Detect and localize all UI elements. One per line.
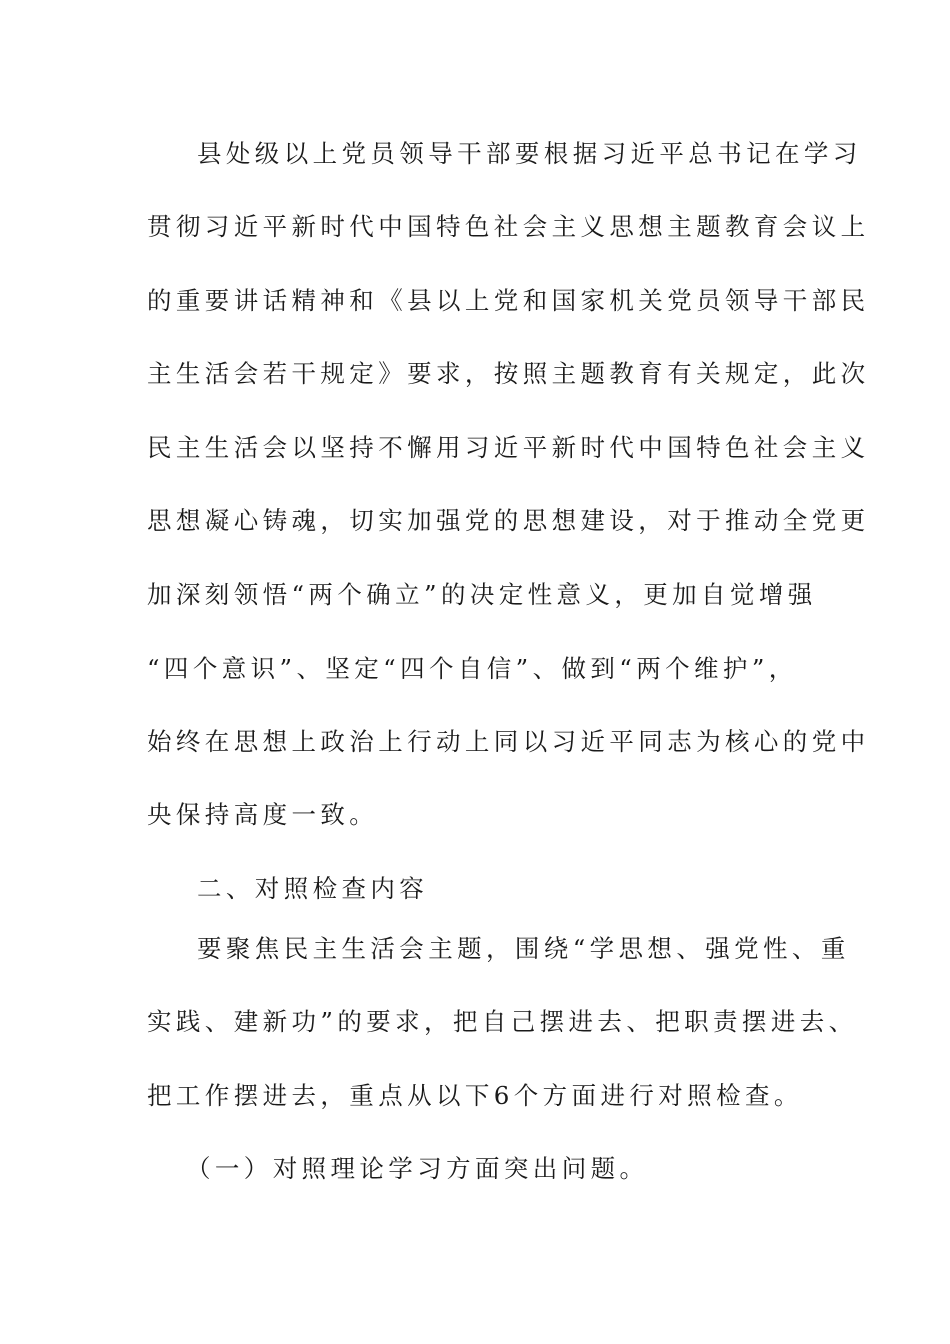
paragraph-line: 的重要讲话精神和《县以上党和国家机关党员领导干部民 — [147, 286, 870, 315]
paragraph-line: 实践、建新功”的要求，把自己摆进去、把职责摆进去、 — [147, 1007, 858, 1036]
paragraph-line: 加深刻领悟“两个确立”的决定性意义，更加自觉增强 — [147, 580, 817, 609]
paragraph-line: 把工作摆进去，重点从以下6个方面进行对照检查。 — [147, 1081, 803, 1110]
paragraph-line: 主生活会若干规定》要求，按照主题教育有关规定，此次 — [147, 359, 870, 388]
section-heading: 二、对照检查内容 — [197, 874, 429, 903]
paragraph-line: 要聚焦民主生活会主题，围绕“学思想、强党性、重 — [197, 934, 850, 963]
paragraph-line: 民主生活会以坚持不懈用习近平新时代中国特色社会主义 — [147, 433, 870, 462]
paragraph-line: 思想凝心铸魂，切实加强党的思想建设，对于推动全党更 — [147, 506, 870, 535]
paragraph-line: “四个意识”、坚定“四个自信”、做到“两个维护”， — [147, 654, 798, 683]
paragraph-line: 县处级以上党员领导干部要根据习近平总书记在学习 — [197, 139, 862, 168]
paragraph-line: 央保持高度一致。 — [147, 800, 379, 829]
paragraph-line: 始终在思想上政治上行动上同以习近平同志为核心的党中 — [147, 727, 870, 756]
subsection-heading: （一）对照理论学习方面突出问题。 — [186, 1154, 649, 1183]
paragraph-line: 贯彻习近平新时代中国特色社会主义思想主题教育会议上 — [147, 212, 870, 241]
